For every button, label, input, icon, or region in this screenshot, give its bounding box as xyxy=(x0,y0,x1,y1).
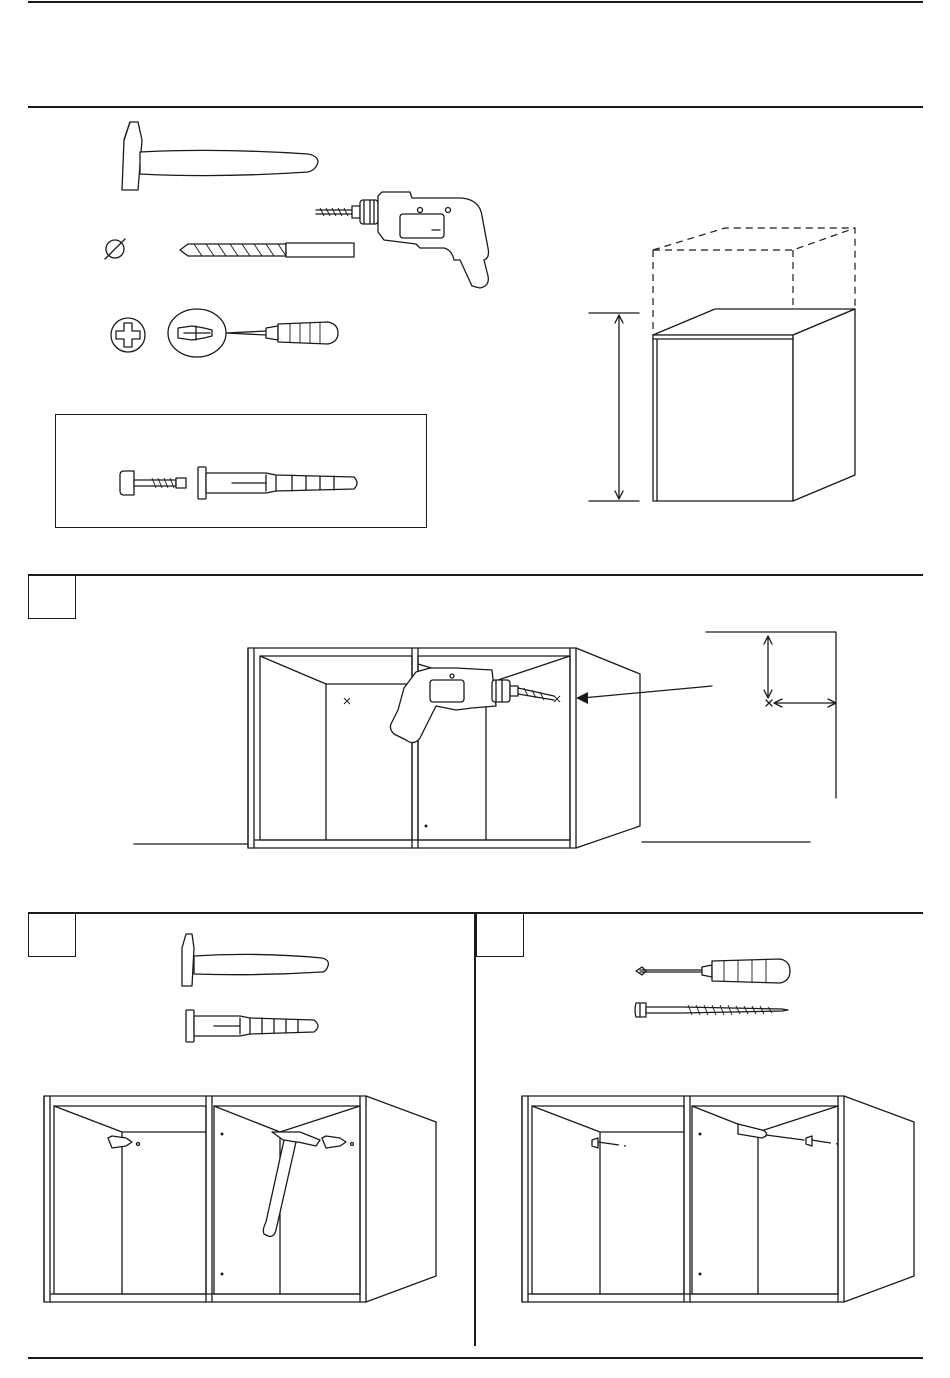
header-rule xyxy=(28,106,923,108)
diameter-symbol-icon xyxy=(102,236,128,262)
bottom-rule xyxy=(28,1357,923,1359)
drilling-cabinet-illustration xyxy=(130,630,820,855)
drill-bit-icon xyxy=(176,238,360,262)
top-rule xyxy=(28,1,923,3)
plug-cabinet-illustration xyxy=(40,1090,440,1310)
wall-plug-icon xyxy=(184,1008,324,1044)
screwdriver-icon xyxy=(634,955,794,989)
screw-cabinet-illustration xyxy=(518,1090,918,1310)
column-divider xyxy=(474,912,476,1346)
wall-plug-icon xyxy=(116,463,376,503)
hammer-icon xyxy=(108,118,323,193)
screwdriver-icon xyxy=(166,306,341,360)
screw-icon xyxy=(632,995,792,1025)
hammer-icon xyxy=(178,930,333,990)
cabinet-icon xyxy=(585,225,860,510)
section-rule-step-1 xyxy=(28,574,923,576)
wall-plug-panel xyxy=(55,414,427,528)
step-1-box xyxy=(28,575,76,619)
step-3-box xyxy=(476,913,524,957)
phillips-head-icon xyxy=(108,315,148,355)
step-2-box xyxy=(28,913,76,957)
